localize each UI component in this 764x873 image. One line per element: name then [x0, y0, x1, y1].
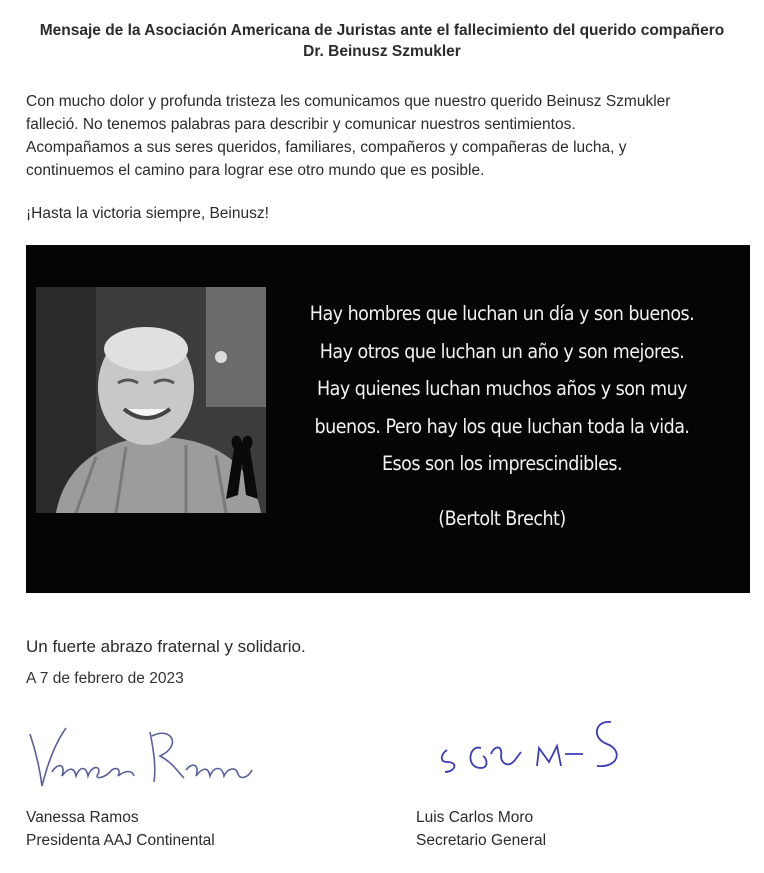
- signatory-name: Luis Carlos Moro: [416, 809, 534, 826]
- document-title: [0, 20, 764, 62]
- closing-line: ¡Hasta la victoria siempre, Beinusz!: [26, 205, 269, 222]
- signatory-left: [26, 806, 215, 852]
- message-line: falleció. No tenemos palabras para describir y comunicar nuestros sentimientos.: [26, 116, 576, 133]
- signatory-right: [416, 806, 546, 852]
- signatory-name: Vanessa Ramos: [26, 809, 139, 826]
- message-line: continuemos el camino para lograr ese otro mundo que es posible.: [26, 162, 485, 179]
- brecht-quote: [272, 295, 732, 537]
- signature-vanessa-ramos: [22, 722, 262, 797]
- signature-luis-carlos-moro: [425, 710, 645, 795]
- message-line: Acompañamos a sus seres queridos, familiares, compañeros y compañeras de lucha, y: [26, 139, 627, 156]
- quote-line: Esos son los imprescindibles.: [381, 452, 623, 475]
- message-paragraph: [26, 90, 746, 182]
- title-line-2: Dr. Beinusz Szmukler: [303, 43, 461, 60]
- quote-line: Hay hombres que luchan un día y son buenos.: [309, 302, 695, 325]
- quote-line: Hay quienes luchan muchos años y son muy: [316, 377, 688, 400]
- quote-line: buenos. Pero hay los que luchan toda la vida.: [314, 414, 690, 438]
- signatory-role: Presidenta AAJ Continental: [26, 832, 215, 849]
- document-date: A 7 de febrero de 2023: [26, 670, 184, 687]
- quote-line: Hay otros que luchan un año y son mejores.: [319, 339, 685, 363]
- title-line-1: Mensaje de la Asociación Americana de Juristas ante el fallecimiento del querido compañero: [39, 22, 725, 39]
- message-line: Con mucho dolor y profunda tristeza les comunicamos que nuestro querido Beinusz Szmukler: [26, 93, 671, 110]
- quote-author: (Bertolt Brecht): [438, 506, 566, 530]
- quote-panel: [26, 245, 750, 593]
- portrait-photo: [36, 287, 266, 513]
- farewell-line: Un fuerte abrazo fraternal y solidario.: [26, 637, 306, 656]
- signatory-role: Secretario General: [416, 832, 547, 849]
